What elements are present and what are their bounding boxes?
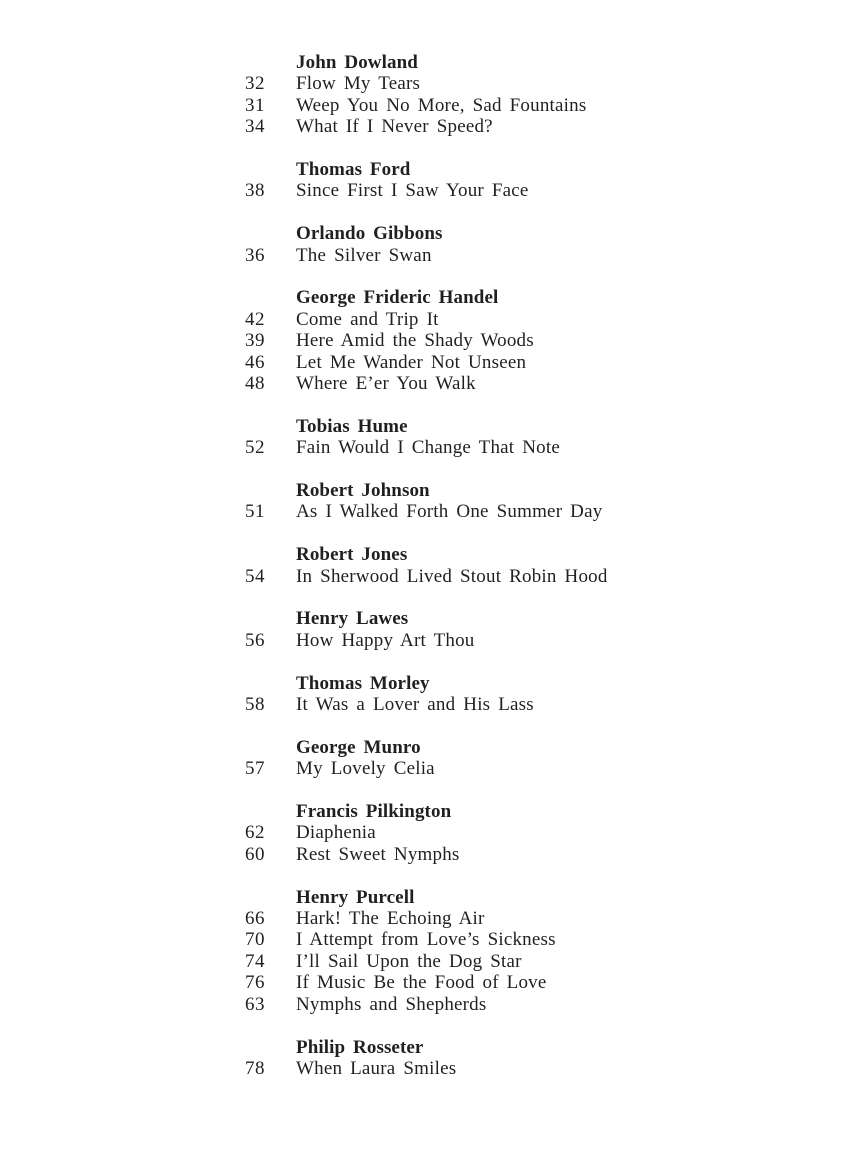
page-number: 70 xyxy=(245,929,265,951)
toc-entry xyxy=(245,1058,805,1079)
song-title: My Lovely Celia xyxy=(296,758,435,780)
page-number: 36 xyxy=(245,244,265,266)
song-title: How Happy Art Thou xyxy=(296,629,475,651)
toc-entry xyxy=(245,844,805,865)
toc-entry xyxy=(245,116,805,137)
page-number: 54 xyxy=(245,565,265,587)
toc-entry xyxy=(245,352,805,373)
song-title: The Silver Swan xyxy=(296,244,432,266)
page-number: 76 xyxy=(245,972,265,994)
song-title: I Attempt from Love’s Sickness xyxy=(296,929,556,951)
composer-heading-row xyxy=(245,737,805,758)
composer-section xyxy=(245,737,805,780)
toc-entry xyxy=(245,951,805,972)
composer-section xyxy=(245,416,805,459)
composer-section xyxy=(245,544,805,587)
toc-entry xyxy=(245,972,805,993)
song-title: Fain Would I Change That Note xyxy=(296,437,560,459)
toc-entry xyxy=(245,566,805,587)
page-number: 48 xyxy=(245,373,265,395)
song-title: Come and Trip It xyxy=(296,308,439,330)
page-number: 42 xyxy=(245,308,265,330)
page-number: 78 xyxy=(245,1057,265,1079)
composer-name: Francis Pilkington xyxy=(296,801,452,823)
song-title: When Laura Smiles xyxy=(296,1057,457,1079)
song-title: In Sherwood Lived Stout Robin Hood xyxy=(296,565,608,587)
composer-heading-row xyxy=(245,480,805,501)
composer-section xyxy=(245,480,805,523)
composer-heading-row xyxy=(245,887,805,908)
composer-heading-row xyxy=(245,608,805,629)
toc-entry xyxy=(245,180,805,201)
page-number: 51 xyxy=(245,501,265,523)
page-number: 74 xyxy=(245,950,265,972)
page-number: 56 xyxy=(245,629,265,651)
composer-heading-row xyxy=(245,287,805,308)
page-number: 62 xyxy=(245,822,265,844)
toc-entry xyxy=(245,373,805,394)
song-title: If Music Be the Food of Love xyxy=(296,972,547,994)
song-title: Nymphs and Shepherds xyxy=(296,993,487,1015)
composer-heading-row xyxy=(245,416,805,437)
page-number: 31 xyxy=(245,94,265,116)
composer-name: Thomas Morley xyxy=(296,672,430,694)
composer-section xyxy=(245,159,805,202)
composer-name: Philip Rosseter xyxy=(296,1036,424,1058)
toc-entry xyxy=(245,929,805,950)
page-number: 39 xyxy=(245,330,265,352)
song-title: Hark! The Echoing Air xyxy=(296,908,485,930)
toc-entry xyxy=(245,758,805,779)
composer-heading-row xyxy=(245,673,805,694)
page-number: 34 xyxy=(245,116,265,138)
song-title: Here Amid the Shady Woods xyxy=(296,330,534,352)
toc-entry xyxy=(245,245,805,266)
toc-entry xyxy=(245,95,805,116)
page-number: 63 xyxy=(245,993,265,1015)
song-title: Diaphenia xyxy=(296,822,376,844)
song-title: Weep You No More, Sad Fountains xyxy=(296,94,587,116)
composer-section xyxy=(245,608,805,651)
song-title: I’ll Sail Upon the Dog Star xyxy=(296,950,522,972)
page-number: 66 xyxy=(245,908,265,930)
song-title: As I Walked Forth One Summer Day xyxy=(296,501,603,523)
page-number: 57 xyxy=(245,758,265,780)
composer-section xyxy=(245,52,805,138)
composer-name: Tobias Hume xyxy=(296,415,408,437)
page-number: 32 xyxy=(245,73,265,95)
page-number: 52 xyxy=(245,437,265,459)
song-title: Let Me Wander Not Unseen xyxy=(296,351,527,373)
composer-heading-row xyxy=(245,223,805,244)
composer-heading-row xyxy=(245,159,805,180)
composer-name: Robert Jones xyxy=(296,544,408,566)
page-number: 58 xyxy=(245,694,265,716)
page-number: 46 xyxy=(245,351,265,373)
song-title: It Was a Lover and His Lass xyxy=(296,694,534,716)
composer-name: Henry Purcell xyxy=(296,886,415,908)
toc-entry xyxy=(245,994,805,1015)
composer-section xyxy=(245,673,805,716)
composer-section xyxy=(245,887,805,1015)
composer-name: George Frideric Handel xyxy=(296,287,499,309)
composer-name: John Dowland xyxy=(296,52,418,73)
song-title: Rest Sweet Nymphs xyxy=(296,843,460,865)
page-number: 60 xyxy=(245,843,265,865)
composer-section xyxy=(245,1037,805,1080)
song-title: Flow My Tears xyxy=(296,73,421,95)
composer-section xyxy=(245,801,805,865)
composer-heading-row xyxy=(245,52,805,73)
song-title: What If I Never Speed? xyxy=(296,116,493,138)
composer-name: Robert Johnson xyxy=(296,480,430,502)
composer-name: George Munro xyxy=(296,736,421,758)
composer-heading-row xyxy=(245,1037,805,1058)
composer-name: Henry Lawes xyxy=(296,608,409,630)
toc-entry xyxy=(245,908,805,929)
toc-entry xyxy=(245,501,805,522)
composer-section xyxy=(245,287,805,394)
composer-name: Thomas Ford xyxy=(296,159,411,181)
composer-heading-row xyxy=(245,544,805,565)
song-title: Where E’er You Walk xyxy=(296,373,476,395)
toc-entry xyxy=(245,694,805,715)
toc-list xyxy=(245,52,805,1079)
composer-name: Orlando Gibbons xyxy=(296,223,443,245)
composer-heading-row xyxy=(245,801,805,822)
page-number: 38 xyxy=(245,180,265,202)
toc-entry xyxy=(245,437,805,458)
toc-entry xyxy=(245,309,805,330)
toc-entry xyxy=(245,822,805,843)
toc-entry xyxy=(245,73,805,94)
toc-entry xyxy=(245,330,805,351)
song-title: Since First I Saw Your Face xyxy=(296,180,529,202)
composer-section xyxy=(245,223,805,266)
toc-entry xyxy=(245,630,805,651)
